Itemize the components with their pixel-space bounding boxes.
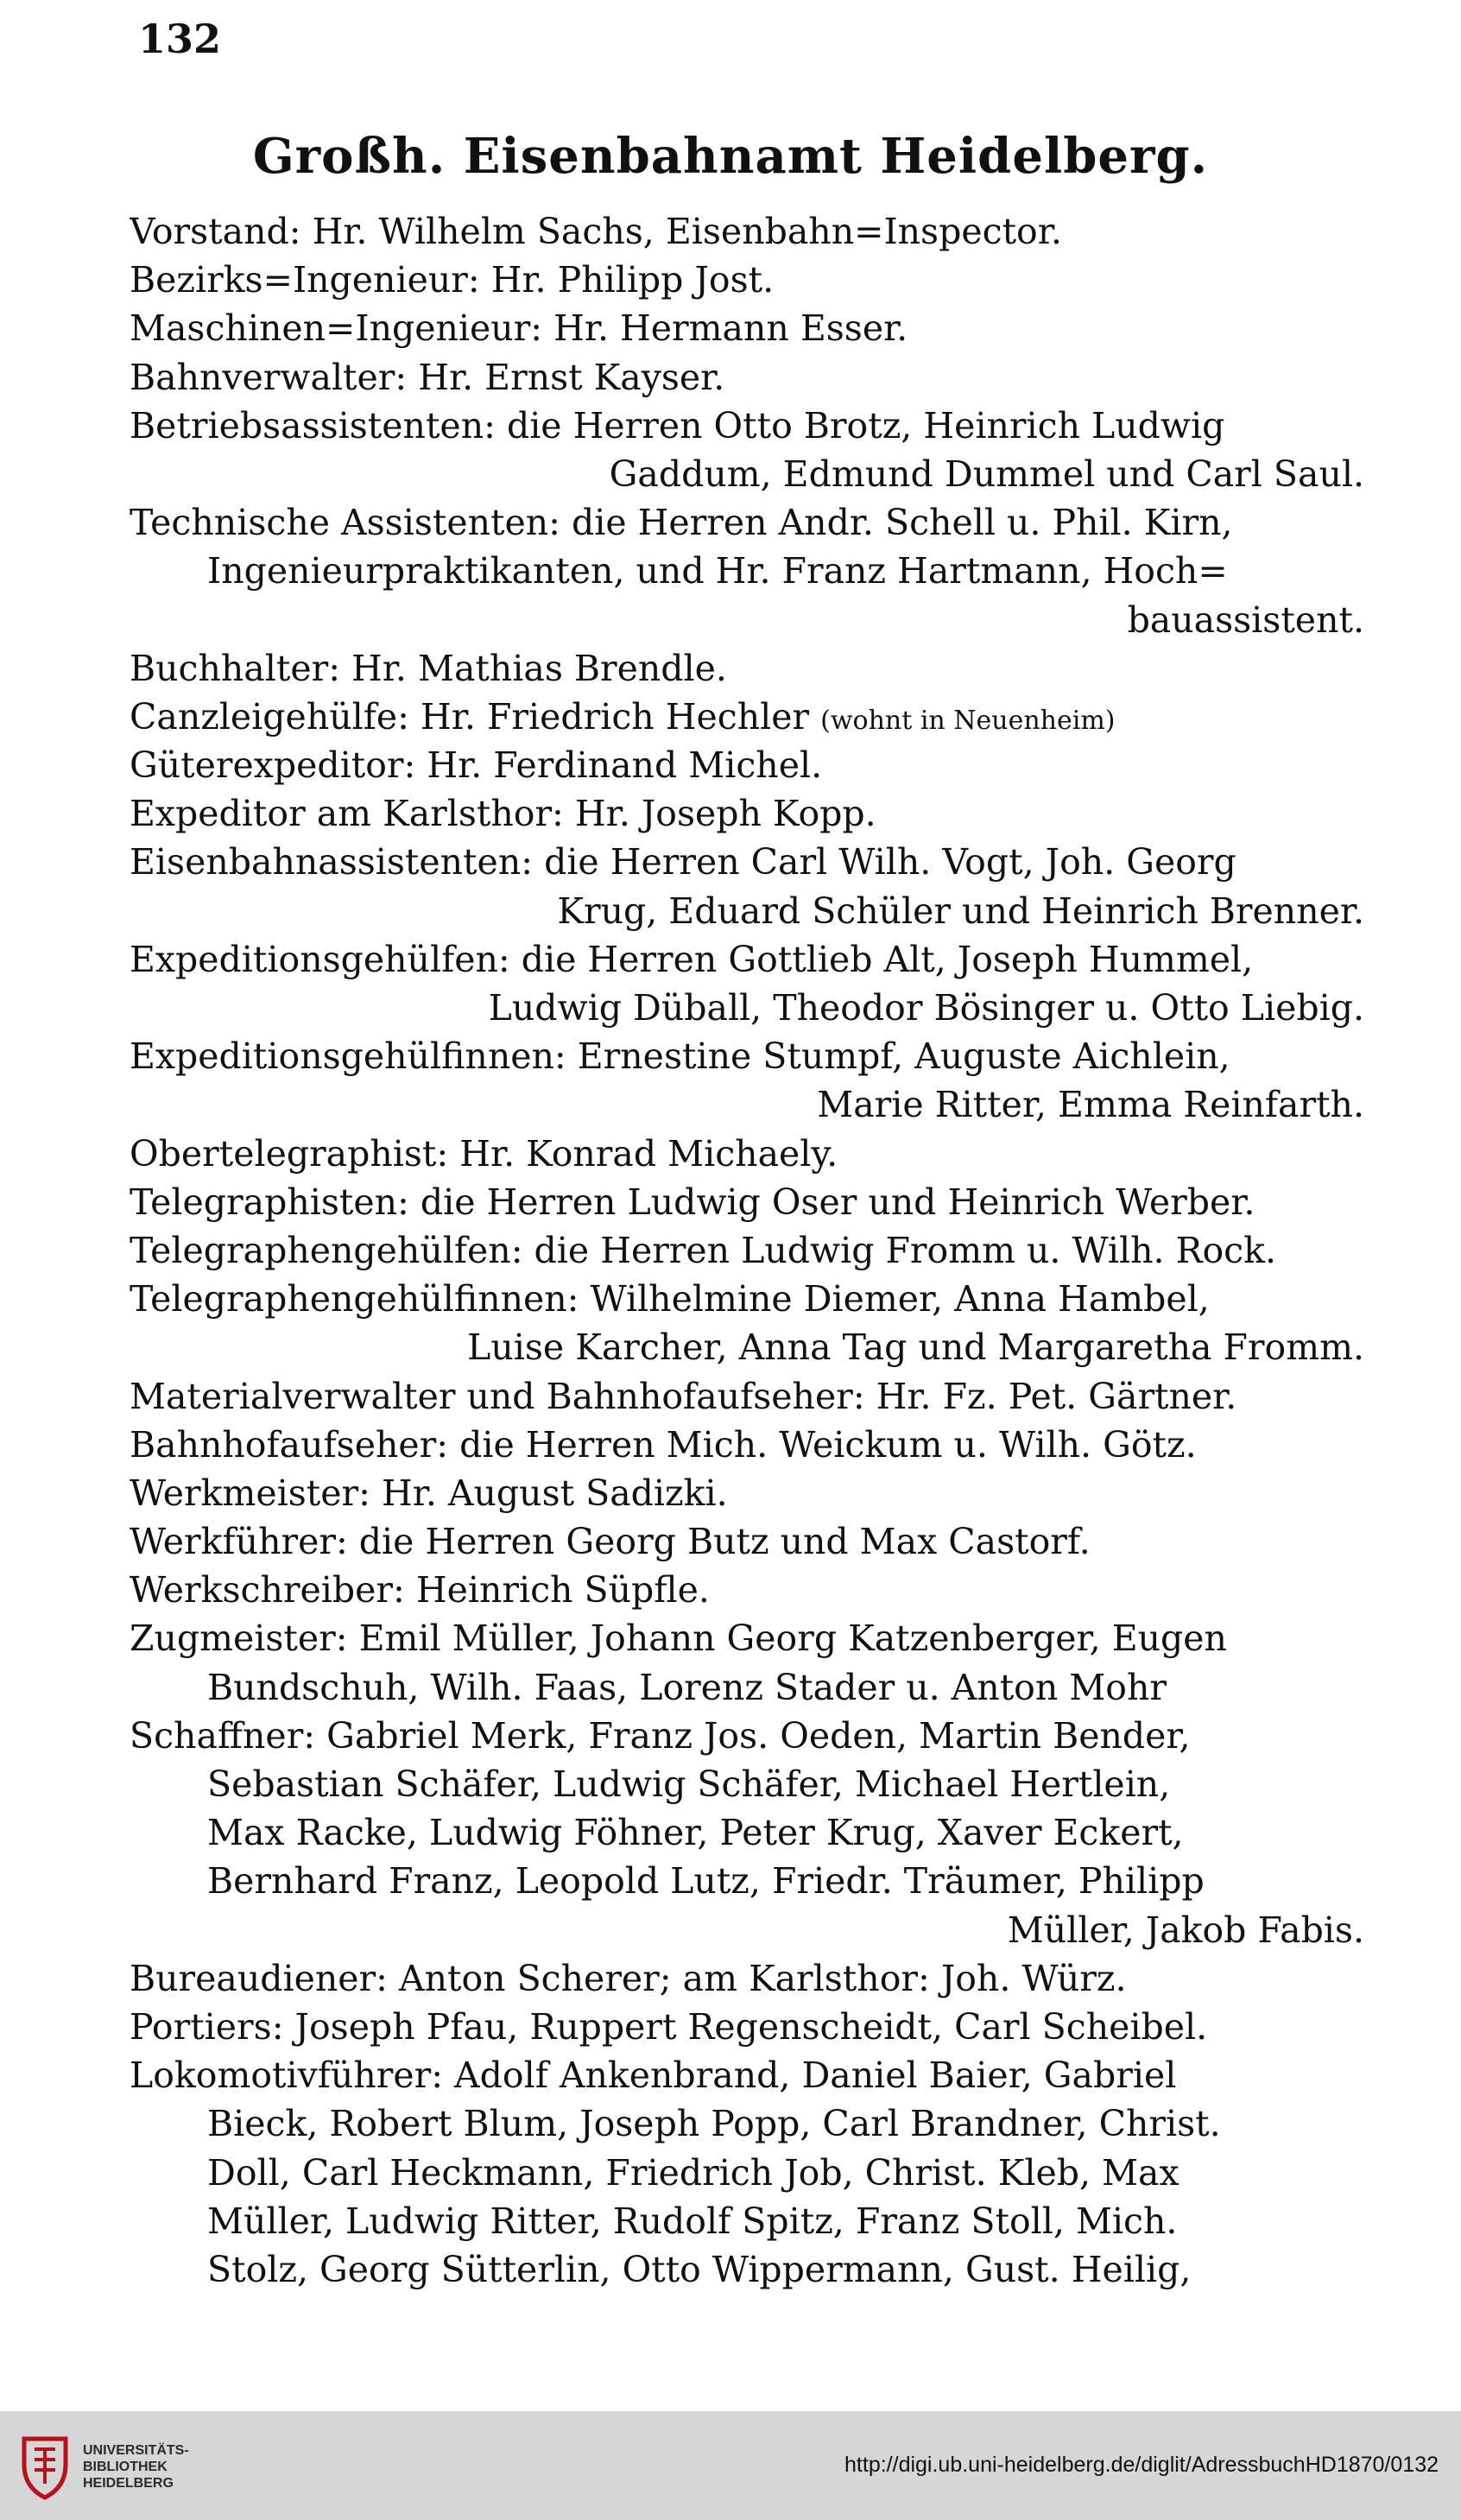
directory-line [130,887,1364,935]
directory-line [130,1712,1364,1760]
line-text: Marie Ritter, Emma Reinfarth. [817,1084,1364,1126]
directory-line [130,2099,1364,2148]
line-text: Eisenbahnassistenten: die Herren Carl Wilh. Vogt, Joh. Georg [130,841,1236,883]
directory-line [130,1178,1364,1226]
library-logo-text [83,2442,189,2492]
directory-line [130,1275,1364,1323]
directory-line [130,1663,1364,1712]
directory-line [130,1808,1364,1857]
directory-line [130,256,1364,304]
line-text: Technische Assistenten: die Herren Andr. Schell u. Phil. Kirn, [130,502,1233,544]
line-text: Sebastian Schäfer, Ludwig Schäfer, Michael Hertlein, [207,1763,1171,1805]
directory-line [130,450,1364,498]
line-text: Telegraphisten: die Herren Ludwig Oser und Heinrich Werber. [130,1181,1255,1223]
directory-line [130,1760,1364,1808]
line-text: Bernhard Franz, Leopold Lutz, Friedr. Träumer, Philipp [207,1860,1205,1903]
directory-line [130,2245,1364,2294]
page-heading: Großh. Eisenbahnamt Heidelberg. [252,128,1209,185]
directory-line [130,596,1364,644]
directory-line [130,984,1364,1032]
line-text: Werkmeister: Hr. August Sadizki. [130,1472,728,1514]
directory-line [130,1372,1364,1421]
directory-line [130,2149,1364,2197]
directory-line [130,1323,1364,1371]
directory-line [130,2197,1364,2245]
line-text: Maschinen=Ingenieur: Hr. Hermann Esser. [130,307,908,350]
directory-line [130,402,1364,450]
line-text: Expeditor am Karlsthor: Hr. Joseph Kopp. [130,793,876,835]
directory-line [130,207,1364,256]
line-text: Obertelegraphist: Hr. Konrad Michaely. [130,1132,838,1175]
line-text: Werkführer: die Herren Georg Butz und Max Castorf. [130,1521,1091,1563]
university-library-logo-icon [16,2430,74,2501]
directory-line [130,935,1364,984]
line-text: Bureaudiener: Anton Scherer; am Karlsthor: Joh. Würz. [130,1957,1127,1999]
line-text: bauassistent. [1127,598,1364,641]
line-text: Luise Karcher, Anna Tag und Margaretha Fromm. [467,1326,1364,1369]
line-text: Expeditionsgehülfen: die Herren Gottlieb Alt, Joseph Hummel, [130,938,1254,980]
line-text: Müller, Jakob Fabis. [1007,1909,1364,1951]
page-number: 132 [138,16,222,62]
line-text: Telegraphengehülfinnen: Wilhelmine Diemer, Anna Hambel, [130,1278,1210,1320]
source-url-link[interactable]: http://digi.ub.uni-heidelberg.de/diglit/AdressbuchHD1870/0132 [844,2453,1439,2477]
line-text: Güterexpeditor: Hr. Ferdinand Michel. [130,744,823,787]
line-text: Canzleigehülfe: Hr. Friedrich Hechler [130,695,810,738]
directory-line [130,1566,1364,1614]
line-text: Bahnhofaufseher: die Herren Mich. Weickum u. Wilh. Götz. [130,1423,1197,1466]
directory-line [130,2051,1364,2099]
line-text: Müller, Ludwig Ritter, Rudolf Spitz, Franz Stoll, Mich. [207,2200,1178,2242]
logo-line: HEIDELBERG [83,2476,174,2491]
line-text: Max Racke, Ludwig Föhner, Peter Krug, Xaver Eckert, [207,1812,1184,1854]
line-text: Krug, Eduard Schüler und Heinrich Brenner. [557,890,1364,932]
line-text: Bahnverwalter: Hr. Ernst Kayser. [130,356,725,398]
directory-line [130,693,1364,741]
line-text: Ludwig Düball, Theodor Bösinger u. Otto Liebig. [488,987,1364,1029]
directory-line [130,1469,1364,1517]
line-text: Werkschreiber: Heinrich Süpfle. [130,1569,710,1611]
line-text: Portiers: Joseph Pfau, Ruppert Regenscheidt, Carl Scheibel. [130,2005,1208,2048]
directory-line [130,1517,1364,1566]
line-text: Telegraphengehülfen: die Herren Ludwig Fromm u. Wilh. Rock. [130,1229,1276,1271]
line-text: Doll, Carl Heckmann, Friedrich Job, Christ. Kleb, Max [207,2151,1180,2194]
line-text: Gaddum, Edmund Dummel und Carl Saul. [609,453,1364,495]
directory-line [130,304,1364,352]
directory-line [130,1130,1364,1178]
line-text: Materialverwalter und Bahnhofaufseher: Hr. Fz. Pet. Gärtner. [130,1375,1237,1417]
footer-bar [0,2411,1461,2520]
directory-line [130,741,1364,789]
line-text: Expeditionsgehülfinnen: Ernestine Stumpf, Auguste Aichlein, [130,1035,1230,1078]
line-text: Buchhalter: Hr. Mathias Brendle. [130,647,727,689]
line-text: Vorstand: Hr. Wilhelm Sachs, Eisenbahn=Inspector. [130,211,1062,252]
line-note: (wohnt in Neuenheim) [820,705,1116,736]
directory-line [130,838,1364,886]
directory-line [130,1906,1364,1954]
directory-line [130,644,1364,693]
logo-line: BIBLIOTHEK [83,2460,168,2474]
directory-line [130,353,1364,402]
directory-line [130,1421,1364,1469]
directory-entries [130,207,1364,2294]
line-text: Zugmeister: Emil Müller, Johann Georg Katzenberger, Eugen [130,1618,1227,1660]
directory-line [130,1857,1364,1905]
line-text: Betriebsassistenten: die Herren Otto Brotz, Heinrich Ludwig [130,404,1225,446]
directory-line [130,1954,1364,2003]
directory-line [130,2003,1364,2051]
line-text: Bieck, Robert Blum, Joseph Popp, Carl Brandner, Christ. [207,2103,1221,2145]
directory-line [130,1226,1364,1275]
logo-line: UNIVERSITÄTS- [83,2443,189,2458]
line-text: Ingenieurpraktikanten, und Hr. Franz Hartmann, Hoch= [207,550,1228,592]
line-text: Bundschuh, Wilh. Faas, Lorenz Stader u. Anton Mohr [207,1666,1167,1708]
directory-line [130,1032,1364,1080]
line-text: Schaffner: Gabriel Merk, Franz Jos. Oeden, Martin Bender, [130,1714,1191,1757]
line-text: Lokomotivführer: Adolf Ankenbrand, Daniel Baier, Gabriel [130,2055,1177,2097]
directory-line [130,498,1364,547]
line-text: Stolz, Georg Sütterlin, Otto Wippermann, Gust. Heilig, [207,2248,1192,2290]
directory-line [130,1080,1364,1129]
line-text: Bezirks=Ingenieur: Hr. Philipp Jost. [130,259,775,301]
directory-line [130,547,1364,595]
directory-line [130,1614,1364,1662]
directory-line [130,789,1364,838]
